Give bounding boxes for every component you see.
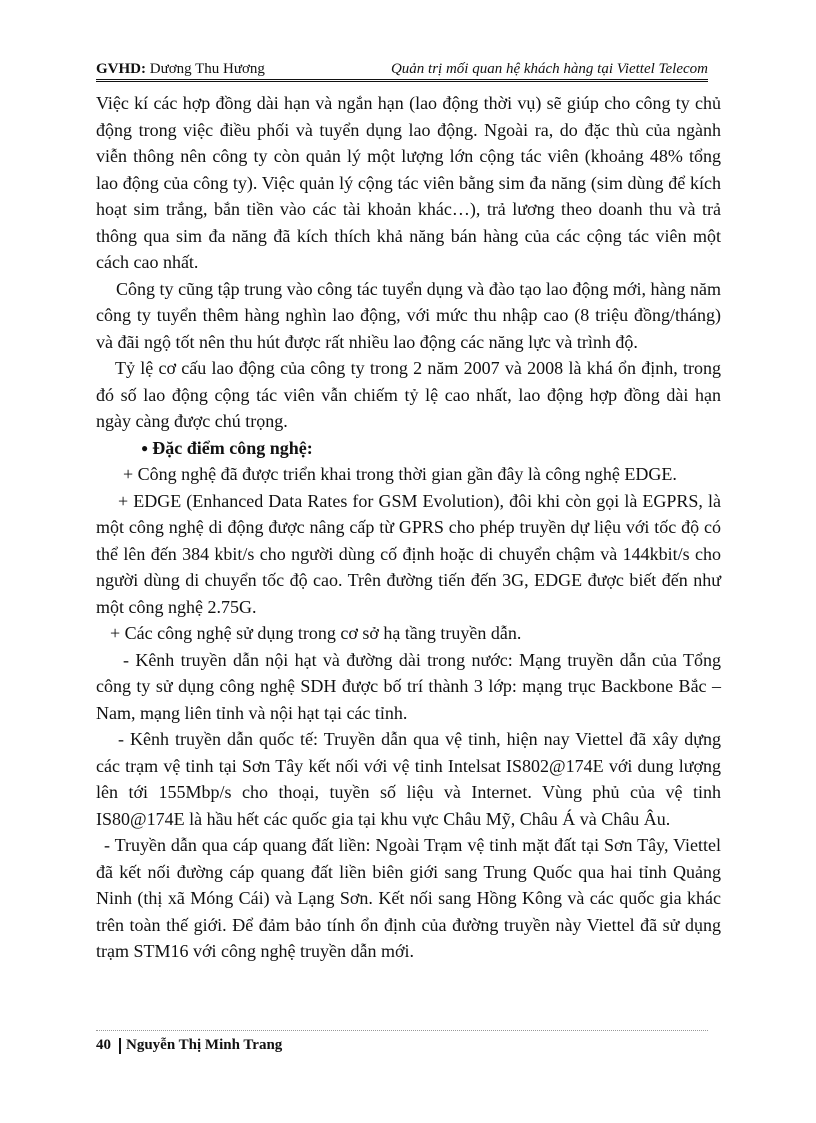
page-footer: [96, 1037, 282, 1054]
header-document-title: Quản trị mối quan hệ khách hàng tại Viettel Telecom: [390, 61, 708, 77]
page-header: [96, 50, 708, 78]
header-left: [96, 61, 265, 78]
paragraph-recruitment: Công ty cũng tập trung vào công tác tuyển dụng và đào tạo lao động mới, hàng năm công ty tuyển thêm hàng nghìn lao động, với mức thu nhập cao (8 triệu đồng/tháng) và đãi ngộ tốt nên thu hút được rất nhiều lao động các năng lực và trình độ.: [96, 278, 721, 352]
section-heading: [96, 435, 721, 462]
paragraph-fiber-transmission: - Truyền dẫn qua cáp quang đất liền: Ngoài Trạm vệ tinh mặt đất tại Sơn Tây, Viettel đã kết nối đường cáp quang đất liền biên giới sang Trung Quốc qua hai tỉnh Quảng Ninh (thị xã Móng Cái) và Lạng Sơn. Kết nối sang Hồng Kông và các quốc gia khác trên toàn thế giới. Để đảm bảo tính ổn định của đường truyền này Viettel đã sử dụng trạm STM16 với công nghệ truyền dẫn mới.: [96, 835, 721, 961]
paragraph-edge-detail: + EDGE (Enhanced Data Rates for GSM Evolution), đôi khi còn gọi là EGPRS, là một công nghệ di động được nâng cấp từ GPRS cho phép truyền dự liệu với tốc độ có thể lên đến 384 kbit/s cho người dùng cố định hoặc di chuyển chậm và 144kbit/s cho người dùng di chuyển tốc độ cao. Trên đường tiến đến 3G, EDGE được biết đến như một công nghệ 2.75G.: [96, 490, 721, 617]
section-heading-text: Đặc điểm công nghệ:: [152, 437, 313, 458]
header-divider: [96, 79, 708, 82]
paragraph-domestic-transmission: - Kênh truyền dẫn nội hạt và đường dài trong nước: Mạng truyền dẫn của Tổng công ty sử dụng công nghệ SDH được bố trí thành 3 lớp: mạng trục Backbone Bắc – Nam, mạng liên tỉnh và nội hạt tại các tỉnh.: [96, 649, 721, 723]
footer-divider: [96, 1030, 708, 1031]
bullet-icon: ●: [141, 440, 149, 455]
page-body: [96, 90, 721, 965]
footer-author: Nguyễn Thị Minh Trang: [126, 1037, 283, 1053]
header-label: GVHD:: [96, 61, 146, 77]
paragraph-edge-intro: + Công nghệ đã được triển khai trong thời gian gần đây là công nghệ EDGE.: [123, 464, 677, 484]
paragraph-infrastructure: + Các công nghệ sử dụng trong cơ sở hạ tầng truyền dẫn.: [110, 623, 522, 643]
paragraph-contracts: Việc kí các hợp đồng dài hạn và ngắn hạn (lao động thời vụ) sẽ giúp cho công ty chủ động trong việc điều phối và tuyển dụng lao động. Ngoài ra, do đặc thù của ngành viễn thông nên công ty còn quản lý một lượng lớn cộng tác viên (khoảng 48% tổng lao động của công ty). Việc quản lý cộng tác viên bằng sim đa năng (sim dùng để kích hoạt sim trắng, bắn tiền vào các tài khoản khác…), trả lương theo doanh thu và trả thông qua sim đa năng đã kích thích khả năng bán hàng của các cộng tác viên một cách cao nhất.: [96, 93, 721, 272]
header-advisor: Dương Thu Hương: [149, 61, 265, 77]
footer-separator: [119, 1038, 121, 1054]
page-number: 40: [96, 1037, 111, 1053]
paragraph-labor-structure: Tỷ lệ cơ cấu lao động của công ty trong 2 năm 2007 và 2008 là khá ổn định, trong đó số lao động cộng tác viên vẫn chiếm tỷ lệ cao nhất, lao động hợp đồng dài hạn ngày càng được chú trọng.: [96, 358, 721, 431]
paragraph-international-transmission: - Kênh truyền dẫn quốc tế: Truyền dẫn qua vệ tinh, hiện nay Viettel đã xây dựng các trạm vệ tinh tại Sơn Tây kết nối với vệ tinh Intelsat IS802@174E với dung lượng lên tới 155Mbp/s cho thoại, tuyền số liệu và Internet. Vùng phủ của vệ tinh IS80@174E là hầu hết các quốc gia tại khu vực Châu Mỹ, Châu Á và Châu Âu.: [96, 729, 721, 829]
